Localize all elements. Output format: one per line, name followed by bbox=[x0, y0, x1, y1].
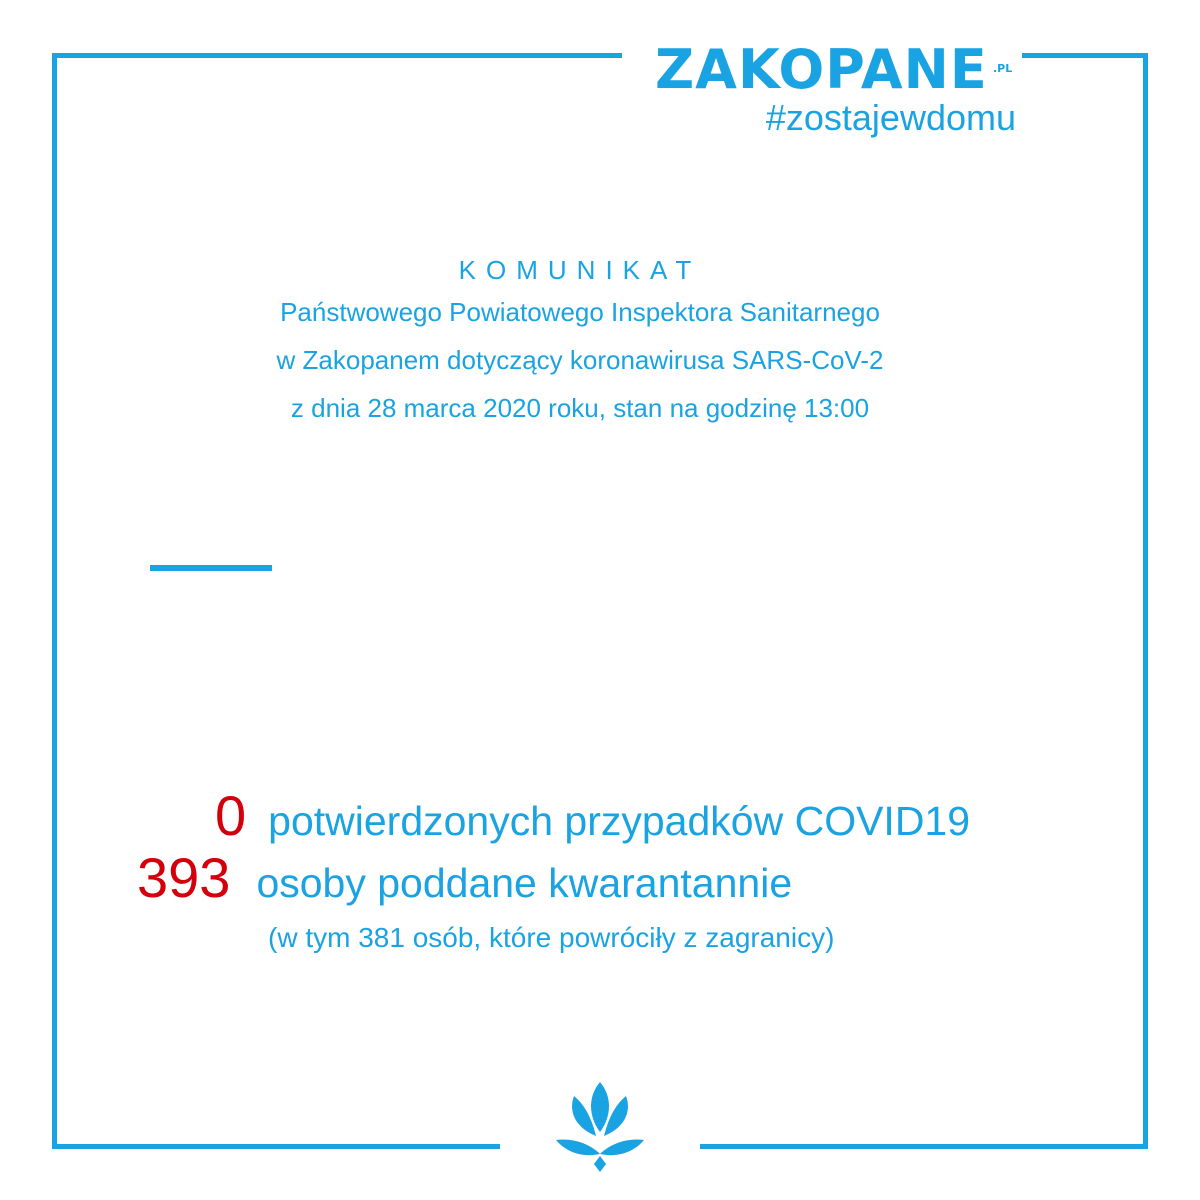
announcement-title: KOMUNIKAT bbox=[458, 255, 702, 285]
stat-confirmed-cases bbox=[215, 786, 970, 851]
hashtag: #zostajewdomu bbox=[765, 97, 1016, 138]
leaf-emblem-icon bbox=[552, 1078, 648, 1174]
logo-wordmark: ZAKOPANE bbox=[655, 38, 988, 101]
frame-left bbox=[52, 53, 57, 1149]
quarantine-note: (w tym 381 osób, które powróciły z zagranicy) bbox=[268, 922, 835, 953]
accent-divider bbox=[150, 565, 272, 571]
frame-right bbox=[1143, 53, 1148, 1149]
frame-bottom-right bbox=[700, 1144, 1148, 1149]
announcement-line: Państwowego Powiatowego Inspektora Sanitarnego bbox=[280, 297, 880, 327]
stat-value: 393 bbox=[137, 846, 231, 909]
zakopane-logo bbox=[655, 40, 1025, 100]
announcement-line: w Zakopanem dotyczący koronawirusa SARS-CoV-2 bbox=[276, 345, 884, 375]
frame-bottom-left bbox=[52, 1144, 500, 1149]
announcement-header bbox=[0, 252, 1160, 432]
logo-tld: .PL bbox=[993, 62, 1013, 75]
frame-top-left bbox=[52, 53, 622, 58]
stat-label: osoby poddane kwarantannie bbox=[256, 860, 793, 906]
announcement-line: z dnia 28 marca 2020 roku, stan na godzinę 13:00 bbox=[290, 393, 870, 423]
stat-label: potwierdzonych przypadków COVID19 bbox=[268, 798, 971, 844]
frame-top-right bbox=[1022, 53, 1148, 58]
stat-quarantine bbox=[137, 848, 792, 913]
stat-value: 0 bbox=[215, 784, 247, 847]
